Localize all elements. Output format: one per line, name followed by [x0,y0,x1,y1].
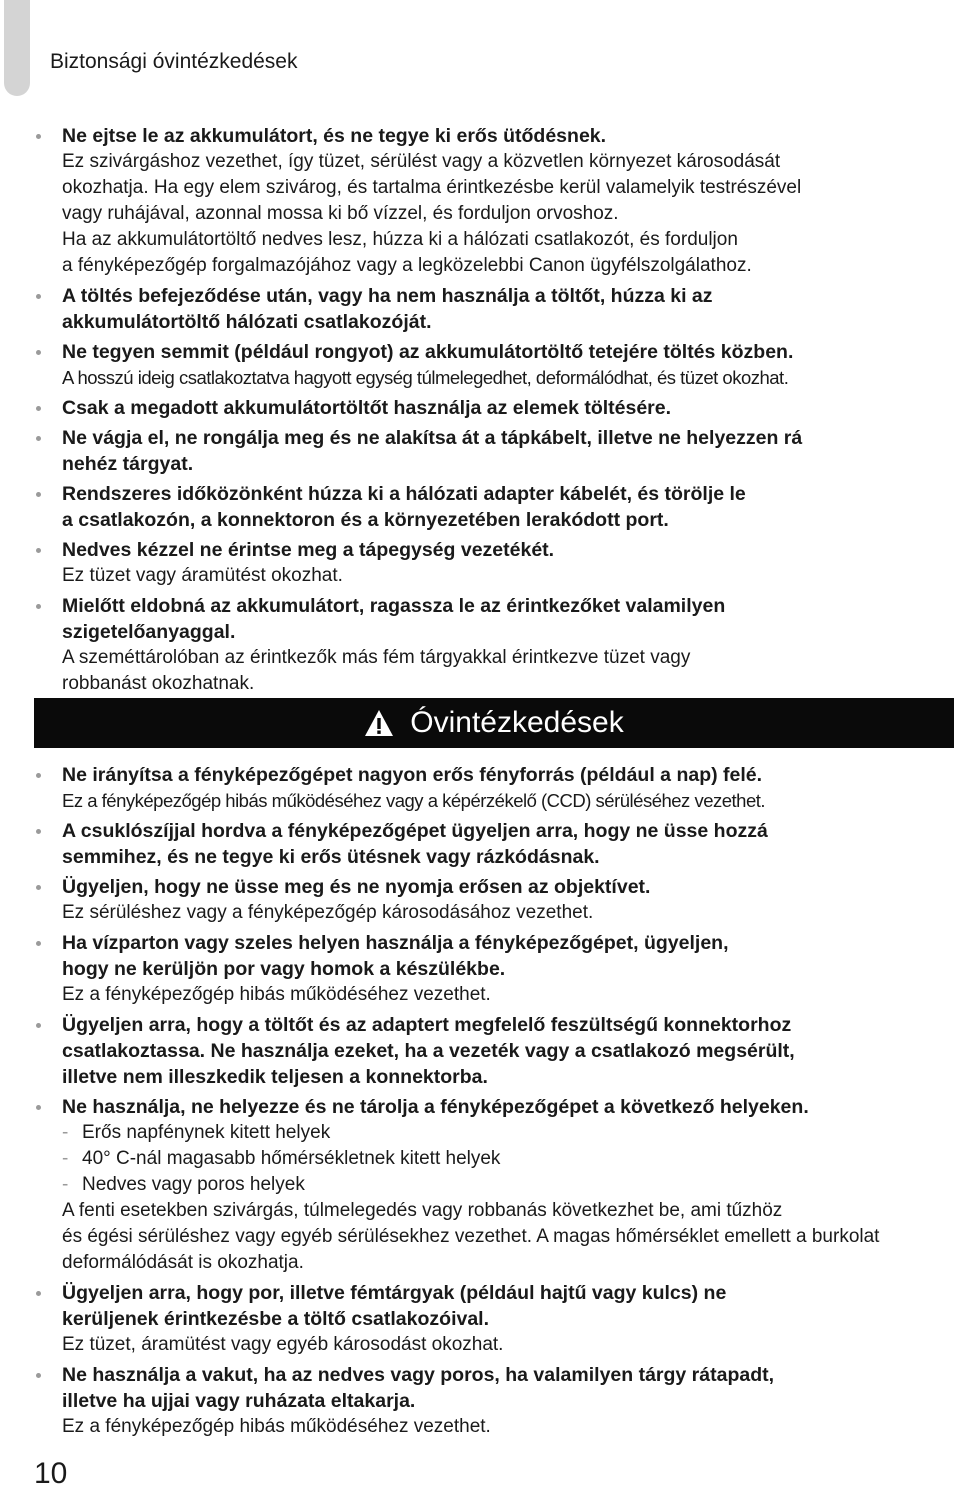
item-body-line: a fényképezőgép forgalmazójához vagy a legközelebbi Canon ügyfélszolgálathoz. [62,255,752,276]
precautions-list-1 [0,123,960,701]
item-heading-line: szigetelőanyaggal. [62,621,236,643]
item-body-line: Ez szivárgáshoz vezethet, így tüzet, sérülést vagy a közvetlen környezet károsodását [62,151,781,172]
item-heading-line: Ügyeljen arra, hogy por, illetve fémtárgyak (például hajtű vagy kulcs) ne [62,1282,727,1304]
item-heading-line: csatlakoztassa. Ne használja ezeket, ha a vezeték vagy a csatlakozó megsérült, [62,1040,795,1062]
item-heading-line: Ne használja a vakut, ha az nedves vagy poros, ha valamilyen tárgy rátapadt, [62,1364,775,1386]
item-body-line: A fenti esetekben szivárgás, túlmelegedés vagy robbanás következhet be, ami tűzhöz [62,1200,783,1221]
item-heading-line: A töltés befejeződése után, vagy ha nem használja a töltőt, húzza ki az [62,285,713,307]
item-body-line: Ez a fényképezőgép hibás működéséhez vagy a képérzékelő (CCD) sérüléséhez vezethet. [62,790,766,811]
list-item [0,1012,960,1090]
sub-list-text: 40° C-nál magasabb hőmérsékletnek kitett helyek [82,1148,501,1169]
list-item [0,481,960,533]
list-item [0,1280,960,1358]
page-title: Biztonsági óvintézkedések [50,50,298,73]
item-body-line: okozhatja. Ha egy elem szivárog, és tartalma érintkezésbe kerül valamelyik testrészével [62,177,802,198]
page-tab-marker [4,0,30,96]
item-heading-line: Csak a megadott akkumulátortöltőt használja az elemek töltésére. [62,397,672,419]
list-item [0,593,960,697]
sub-list-item [62,1146,952,1172]
item-body-line: A hosszú ideig csatlakoztatva hagyott egység túlmelegedhet, deformálódhat, és tüzet okozhat. [62,367,789,388]
item-body-line: Ez tüzet, áramütést vagy egyéb károsodást okozhat. [62,1334,504,1355]
list-item [0,537,960,589]
dash-icon: - [62,1174,69,1195]
item-heading-line: Rendszeres időközönként húzza ki a hálózati adapter kábelét, és törölje le [62,483,746,505]
sub-list-text: Erős napfénynek kitett helyek [82,1122,331,1143]
item-heading-line: Mielőtt eldobná az akkumulátort, ragassza le az érintkezőket valamilyen [62,595,726,617]
item-heading-line: nehéz tárgyat. [62,453,194,475]
list-item [0,123,960,279]
item-heading-line: Ügyeljen, hogy ne üsse meg és ne nyomja erősen az objektívet. [62,876,651,898]
item-heading-line: akkumulátortöltő hálózati csatlakozóját. [62,311,432,333]
item-heading-line: Ne vágja el, ne rongálja meg és ne alakítsa át a tápkábelt, illetve ne helyezzen rá [62,427,803,449]
list-item [0,395,960,421]
item-heading-line: Nedves kézzel ne érintse meg a tápegység vezetékét. [62,539,555,561]
dash-icon: - [62,1148,69,1169]
item-body-line: Ez a fényképezőgép hibás működéséhez vezethet. [62,984,491,1005]
item-body-line: robbanást okozhatnak. [62,673,255,694]
item-body-line: Ez tüzet vagy áramütést okozhat. [62,565,343,586]
list-item [0,339,960,391]
item-heading-line: Ügyeljen arra, hogy a töltőt és az adaptert megfelelő feszültségű konnektorhoz [62,1014,792,1036]
item-heading-line: hogy ne kerüljön por vagy homok a készülékbe. [62,958,506,980]
dash-icon: - [62,1122,69,1143]
list-item [0,930,960,1008]
sub-list-text: Nedves vagy poros helyek [82,1174,305,1195]
item-heading-line: illetve nem illeszkedik teljesen a konnektorba. [62,1066,488,1088]
warning-triangle-icon [364,709,394,737]
caution-banner [34,698,954,748]
item-heading-line: Ne tegyen semmit (például rongyot) az akkumulátortöltő tetejére töltés közben. [62,341,794,363]
item-heading-line: semmihez, és ne tegye ki erős ütésnek vagy rázkódásnak. [62,846,600,868]
item-heading-line: illetve ha ujjai vagy ruházata eltakarja. [62,1390,416,1412]
item-body-line: Ez sérüléshez vagy a fényképezőgép károsodásához vezethet. [62,902,594,923]
item-heading-line: Ne irányítsa a fényképezőgépet nagyon erős fényforrás (például a nap) felé. [62,764,763,786]
banner-title: Óvintézkedések [410,706,624,739]
item-heading-line: Ne használja, ne helyezze és ne tárolja a fényképezőgépet a következő helyeken. [62,1096,809,1118]
item-body-line: és égési sérüléshez vagy egyéb sérülésekhez vezethet. A magas hőmérséklet emellett a burkolat [62,1226,880,1247]
list-item [0,283,960,335]
sub-list-item [62,1120,952,1146]
item-heading-line: a csatlakozón, a konnektoron és a környezetében lerakódott port. [62,509,669,531]
list-item [0,762,960,814]
item-body-line: A szeméttárolóban az érintkezők más fém tárgyakkal érintkezve tüzet vagy [62,647,691,668]
list-item [0,1362,960,1440]
item-heading-line: Ne ejtse le az akkumulátort, és ne tegye ki erős ütődésnek. [62,125,607,147]
item-body-line: Ez a fényképezőgép hibás működéséhez vezethet. [62,1416,491,1437]
page-number: 10 [34,1457,68,1490]
item-body-line: vagy ruhájával, azonnal mossa ki bő vízzel, és forduljon orvoshoz. [62,203,619,224]
item-heading-line: A csuklószíjjal hordva a fényképezőgépet ügyeljen arra, hogy ne üsse hozzá [62,820,768,842]
list-item [0,818,960,870]
item-heading-line: kerüljenek érintkezésbe a töltő csatlakozóival. [62,1308,490,1330]
item-body-line: Ha az akkumulátortöltő nedves lesz, húzza ki a hálózati csatlakozót, és forduljon [62,229,738,250]
sub-list-item [62,1172,952,1198]
item-body-line: deformálódását is okozhatja. [62,1252,304,1273]
list-item [0,1094,960,1276]
precautions-list-2 [0,762,960,1444]
item-heading-line: Ha vízparton vagy szeles helyen használja a fényképezőgépet, ügyeljen, [62,932,729,954]
list-item [0,425,960,477]
list-item [0,874,960,926]
